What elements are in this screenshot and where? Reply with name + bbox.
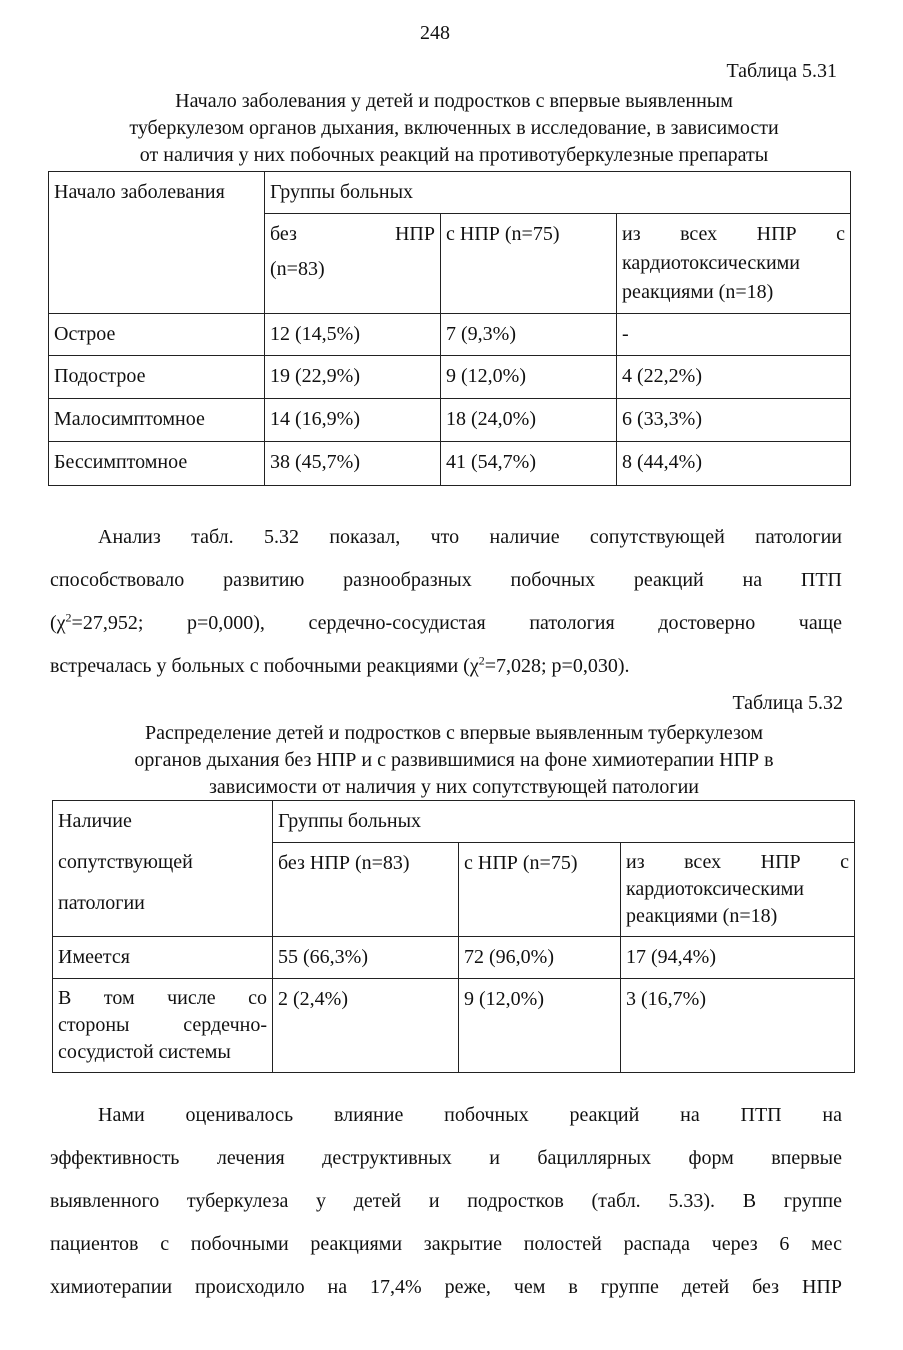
- text: встречалась у больных с побочными реакциями (χ: [50, 655, 479, 677]
- paragraph-efficacy: [50, 1094, 842, 1309]
- text-line: химиотерапии происходило на 17,4% реже, чем в группе детей без НПР: [50, 1276, 842, 1298]
- text: =27,952; p=0,000), сердечно-сосудистая патология достоверно чаще: [71, 612, 842, 634]
- header-groups: Группы больных: [265, 172, 851, 214]
- text-line: Анализ табл. 5.32 показал, что наличие сопутствующей патологии: [98, 526, 842, 548]
- header-text: патологии: [58, 892, 145, 914]
- table-row: [49, 442, 851, 486]
- page-number: 248: [420, 22, 450, 44]
- header-cardiotoxic: [621, 843, 855, 937]
- cell-value: 38 (45,7%): [265, 442, 441, 486]
- header-text: из всех НПР с: [622, 223, 846, 245]
- label-line: стороны сердечно-: [58, 1014, 267, 1036]
- row-label: Имеется: [53, 937, 273, 979]
- cell-value: 72 (96,0%): [459, 937, 621, 979]
- table-5-32: [52, 800, 855, 1073]
- table-row: [49, 356, 851, 399]
- caption-line: зависимости от наличия у них сопутствующей патологии: [209, 776, 699, 798]
- header-onset: Начало заболевания: [49, 172, 265, 314]
- text-line: Нами оценивалось влияние побочных реакций на ПТП на: [98, 1104, 842, 1126]
- table-5-31-label: Таблица 5.31: [726, 60, 837, 82]
- cell-value: 55 (66,3%): [273, 937, 459, 979]
- cell-value: 41 (54,7%): [441, 442, 617, 486]
- row-label: Малосимптомное: [49, 399, 265, 442]
- text-line: [50, 602, 842, 645]
- cell-value: 6 (33,3%): [617, 399, 851, 442]
- header-no-adr: без НПР (n=83): [273, 843, 459, 937]
- caption-line: Распределение детей и подростков с впервые выявленным туберкулезом: [144, 722, 764, 744]
- table-row: [53, 937, 855, 979]
- table-row: [53, 979, 855, 1073]
- caption-line: от наличия у них побочных реакций на противотуберкулезные препараты: [139, 144, 769, 166]
- header-text: реакциями (n=18): [622, 281, 774, 303]
- cell-value: 9 (12,0%): [459, 979, 621, 1073]
- cell-value: 18 (24,0%): [441, 399, 617, 442]
- cell-value: 14 (16,9%): [265, 399, 441, 442]
- text-line: [50, 645, 842, 688]
- superscript: 2: [65, 610, 72, 625]
- cell-value: 17 (94,4%): [621, 937, 855, 979]
- cell-value: 3 (16,7%): [621, 979, 855, 1073]
- cell-value: 7 (9,3%): [441, 314, 617, 356]
- cell-value: 8 (44,4%): [617, 442, 851, 486]
- cell-value: 19 (22,9%): [265, 356, 441, 399]
- label-line: сосудистой системы: [58, 1041, 231, 1063]
- header-text: реакциями (n=18): [626, 905, 778, 927]
- header-text: (n=83): [270, 258, 325, 280]
- row-label: Подострое: [49, 356, 265, 399]
- cell-value: 9 (12,0%): [441, 356, 617, 399]
- table-5-32-caption: [40, 720, 868, 801]
- table-5-31-caption: [40, 88, 868, 169]
- text: =7,028; p=0,030).: [484, 655, 630, 677]
- header-with-adr: с НПР (n=75): [441, 214, 617, 314]
- header-with-adr: с НПР (n=75): [459, 843, 621, 937]
- paragraph-analysis: [50, 516, 842, 688]
- table-row: [49, 399, 851, 442]
- header-cardiotoxic: [617, 214, 851, 314]
- row-label: [53, 979, 273, 1073]
- header-text: из всех НПР с: [626, 851, 850, 873]
- cell-value: 12 (14,5%): [265, 314, 441, 356]
- text-line: пациентов с побочными реакциями закрытие полостей распада через 6 мес: [50, 1233, 842, 1255]
- header-comorbidity: [53, 801, 273, 937]
- text: (χ: [50, 612, 66, 634]
- header-no-adr: [265, 214, 441, 314]
- cell-value: 2 (2,4%): [273, 979, 459, 1073]
- caption-line: органов дыхания без НПР и с развившимися на фоне химиотерапии НПР в: [134, 749, 774, 771]
- text-line: выявленного туберкулеза у детей и подростков (табл. 5.33). В группе: [50, 1190, 842, 1212]
- header-text: кардиотоксическими: [622, 252, 801, 274]
- header-groups: Группы больных: [273, 801, 855, 843]
- table-row: [49, 314, 851, 356]
- row-label: Бессимптомное: [49, 442, 265, 486]
- header-text: НПР: [394, 223, 435, 245]
- cell-value: -: [617, 314, 851, 356]
- table-5-32-label: Таблица 5.32: [732, 692, 843, 714]
- superscript: 2: [478, 653, 485, 668]
- row-label: Острое: [49, 314, 265, 356]
- header-text: сопутствующей: [58, 851, 193, 873]
- cell-value: 4 (22,2%): [617, 356, 851, 399]
- caption-line: туберкулезом органов дыхания, включенных в исследование, в зависимости: [129, 117, 779, 139]
- label-line: В том числе со: [58, 987, 267, 1009]
- text-line: способствовало развитию разнообразных побочных реакций на ПТП: [50, 569, 842, 591]
- header-text: без: [270, 223, 297, 245]
- header-text: Наличие: [58, 810, 132, 832]
- table-5-31: [48, 171, 851, 486]
- header-text: кардиотоксическими: [626, 878, 805, 900]
- caption-line: Начало заболевания у детей и подростков с впервые выявленным: [175, 90, 733, 112]
- text-line: эффективность лечения деструктивных и бациллярных форм впервые: [50, 1147, 842, 1169]
